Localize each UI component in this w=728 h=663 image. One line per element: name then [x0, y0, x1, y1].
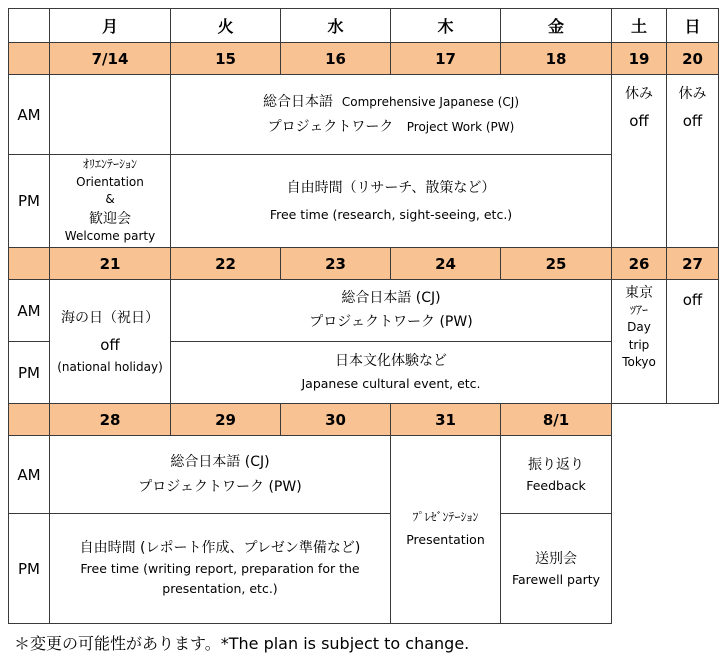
- weekday-sun: 日: [667, 9, 719, 43]
- week3-date-row: [9, 404, 719, 436]
- holiday-jp: 海の日（祝日）: [61, 310, 159, 327]
- week3-thu-presentation: [391, 436, 501, 624]
- culture-en: Japanese cultural event, etc.: [301, 376, 481, 391]
- sat-off-jp: 休み: [625, 86, 653, 102]
- week1-am-session: [171, 75, 612, 155]
- date-cell: 24: [391, 248, 501, 280]
- farewell-jp: 送別会: [535, 550, 577, 567]
- date-spacer: [9, 248, 50, 280]
- date-cell: 25: [501, 248, 612, 280]
- tour-trip: trip: [628, 337, 650, 352]
- farewell-en: Farewell party: [511, 571, 601, 587]
- pw-label: プロジェクトワーク (PW): [309, 314, 473, 330]
- date-cell: 18: [501, 43, 612, 75]
- date-cell: 17: [391, 43, 501, 75]
- weekday-wed: 水: [281, 9, 391, 43]
- feedback-en: Feedback: [526, 477, 586, 493]
- cj-label: 総合日本語 (CJ): [170, 453, 270, 470]
- week3-pm-session: [50, 514, 391, 624]
- weekday-thu: 木: [391, 9, 501, 43]
- date-cell: 26: [612, 248, 667, 280]
- date-spacer: [9, 404, 50, 436]
- week2-am-session: [171, 280, 612, 342]
- week3-fri-feedback: [501, 436, 612, 514]
- week1-pm-session: [171, 155, 612, 248]
- date-cell: 19: [612, 43, 667, 75]
- date-cell: 31: [391, 404, 501, 436]
- pw-label: プロジェクトワーク (PW): [138, 478, 302, 495]
- weekday-tue: 火: [171, 9, 281, 43]
- week3-fri-farewell: [501, 514, 612, 624]
- date-cell: 30: [281, 404, 391, 436]
- change-note: ＊変更の可能性があります。*The plan is subject to change.: [14, 634, 470, 653]
- presentation-en: Presentation: [406, 532, 485, 548]
- week2-sat-tour: [612, 280, 667, 404]
- week1-am-row: [9, 75, 719, 155]
- corner-cell: [9, 9, 50, 43]
- tour-kana: ﾂｱｰ: [629, 303, 648, 317]
- orientation-en: Orientation: [76, 174, 144, 189]
- free-time-jp: 自由時間 (レポート作成、プレゼン準備など): [79, 540, 361, 556]
- free-time-en: Free time (writing report, preparation for the presentation, etc.): [80, 561, 360, 596]
- week2-date-row: [9, 248, 719, 280]
- week2-sun: [667, 280, 719, 404]
- week2-pm-session: [171, 342, 612, 404]
- cj-jp: 総合日本語: [262, 93, 333, 110]
- am-label: AM: [9, 75, 50, 155]
- date-cell: 23: [281, 248, 391, 280]
- date-cell: 15: [171, 43, 281, 75]
- weekday-sat: 土: [612, 9, 667, 43]
- date-cell: 16: [281, 43, 391, 75]
- free-time-jp: 自由時間（リサーチ、散策など）: [286, 179, 496, 196]
- pm-label: PM: [9, 514, 50, 624]
- empty-area: [612, 436, 719, 624]
- sun-off: off: [682, 291, 703, 309]
- tour-tokyo-jp: 東京: [625, 285, 653, 301]
- week1-mon-am: [50, 75, 171, 155]
- weekday-fri: 金: [501, 9, 612, 43]
- date-cell: 7/14: [50, 43, 171, 75]
- date-empty: [612, 404, 719, 436]
- week3-am-row: [9, 436, 719, 514]
- date-cell: 20: [667, 43, 719, 75]
- date-cell: 27: [667, 248, 719, 280]
- week1-mon-pm: [50, 155, 171, 248]
- date-cell: 8/1: [501, 404, 612, 436]
- week3-am-session: [50, 436, 391, 514]
- tour-day: Day: [627, 320, 651, 335]
- tour-tokyo-en: Tokyo: [622, 355, 656, 370]
- ampersand: &: [105, 192, 115, 206]
- pm-label: PM: [9, 155, 50, 248]
- free-time-en: Free time (research, sight-seeing, etc.): [269, 206, 513, 222]
- welcome-jp: 歓迎会: [89, 211, 131, 228]
- sat-off-en: off: [629, 112, 649, 130]
- date-spacer: [9, 43, 50, 75]
- culture-jp: 日本文化体験など: [335, 353, 447, 369]
- presentation-kana: ﾌﾟﾚｾﾞﾝﾃｰｼｮﾝ: [412, 509, 479, 524]
- holiday-off: off: [100, 336, 120, 355]
- pw-en: Project Work (PW): [406, 119, 515, 134]
- am-label: AM: [9, 436, 50, 514]
- week1-sun: [667, 75, 719, 248]
- date-cell: 28: [50, 404, 171, 436]
- feedback-jp: 振り返り: [528, 456, 584, 473]
- sun-off-jp: 休み: [678, 86, 707, 102]
- pw-jp: プロジェクトワーク: [267, 118, 394, 135]
- am-label: AM: [9, 280, 50, 342]
- welcome-en: Welcome party: [64, 229, 156, 244]
- holiday-en: (national holiday): [57, 359, 163, 374]
- week2-am-row: [9, 280, 719, 342]
- orientation-kana: ｵﾘｴﾝﾃｰｼｮﾝ: [82, 157, 137, 172]
- date-cell: 29: [171, 404, 281, 436]
- cj-en: Comprehensive Japanese (CJ): [341, 94, 520, 109]
- week2-mon-holiday: [50, 280, 171, 404]
- date-cell: 22: [171, 248, 281, 280]
- date-cell: 21: [50, 248, 171, 280]
- weekday-header-row: [9, 9, 719, 43]
- cj-label: 総合日本語 (CJ): [341, 290, 441, 306]
- week1-sat: [612, 75, 667, 248]
- weekday-mon: 月: [50, 9, 171, 43]
- schedule-table: [8, 8, 719, 624]
- pm-label: PM: [9, 342, 50, 404]
- sun-off-en: off: [682, 112, 703, 130]
- week1-date-row: [9, 43, 719, 75]
